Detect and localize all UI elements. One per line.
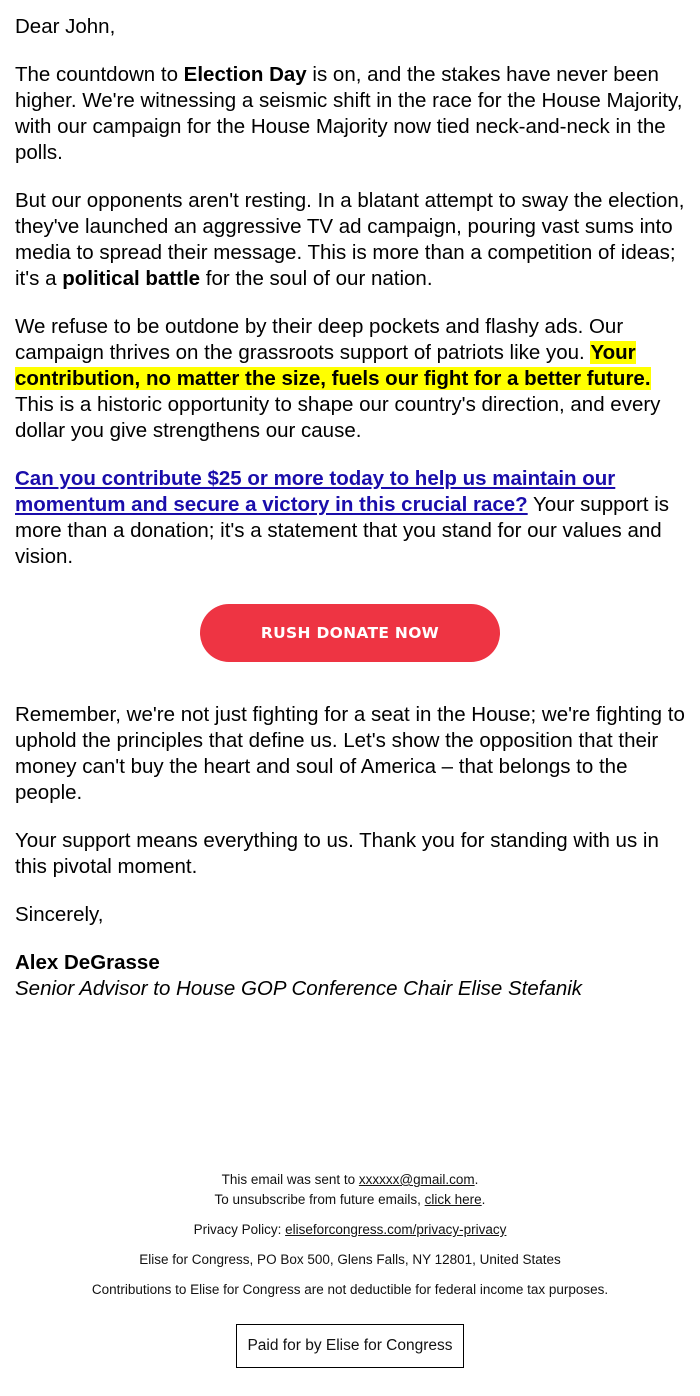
paid-for-box: Paid for by Elise for Congress xyxy=(236,1324,463,1368)
unsubscribe-link[interactable]: click here xyxy=(424,1192,482,1207)
cta-container xyxy=(15,592,685,702)
signature xyxy=(15,950,685,1002)
closing: Sincerely, xyxy=(15,903,104,926)
paragraph-text: The countdown to xyxy=(15,63,184,86)
footer-privacy xyxy=(0,1220,700,1240)
signature-name: Alex DeGrasse xyxy=(15,951,160,974)
paragraph-text: We refuse to be outdone by their deep pockets and flashy ads. Our campaign thrives on the grassroots support of patriots like you. xyxy=(15,315,624,364)
paragraph-text: is on, and the stakes have never been higher. We're witnessing a seismic shift in the race for the House Majority, with our campaign for the House Majority now tied neck-and-neck in the polls. xyxy=(15,63,683,164)
footer-recipient xyxy=(0,1170,700,1210)
footer-text: . xyxy=(481,1192,486,1207)
paragraph-text: This is a historic opportunity to shape our country's direction, and every dollar you give strengthens our cause. xyxy=(15,393,661,442)
email-footer xyxy=(0,1170,700,1368)
highlighted-contribution-text: Your contribution, no matter the size, fuels our fight for a better future. xyxy=(15,341,651,390)
emphasis-political-battle: political battle xyxy=(62,267,201,290)
paragraph-thanks: Your support means everything to us. Thank you for standing with us in this pivotal moment. xyxy=(15,829,659,878)
paragraph-text: Your support is more than a donation; it's a statement that you stand for our values and vision. xyxy=(15,493,670,568)
paragraph-ask xyxy=(15,466,685,570)
footer-disclaimer: Contributions to Elise for Congress are not deductible for federal income tax purposes. xyxy=(91,1282,609,1297)
signature-title: Senior Advisor to House GOP Conference Chair Elise Stefanik xyxy=(15,977,583,1000)
paragraph-countdown xyxy=(15,62,685,166)
greeting: Dear John, xyxy=(15,15,116,38)
footer-text: Privacy Policy: xyxy=(193,1222,286,1237)
contribute-link[interactable]: Can you contribute $25 or more today to help us maintain our momentum and secure a victory in this crucial race? xyxy=(15,467,616,516)
footer-address: Elise for Congress, PO Box 500, Glens Falls, NY 12801, United States xyxy=(139,1252,561,1267)
emphasis-election-day: Election Day xyxy=(183,63,307,86)
rush-donate-button[interactable]: RUSH DONATE NOW xyxy=(200,604,500,662)
paragraph-opponents xyxy=(15,188,685,292)
footer-text: . xyxy=(474,1172,479,1187)
paragraph-grassroots xyxy=(15,314,685,444)
footer-text: To unsubscribe from future emails, xyxy=(214,1192,425,1207)
paragraph-text: But our opponents aren't resting. In a blatant attempt to sway the election, they've launched an aggressive TV ad campaign, pouring vast sums into media to spread their message. This is more than a competition of ideas; it's a xyxy=(15,189,685,290)
paragraph-text: for the soul of our nation. xyxy=(200,267,433,290)
recipient-email-link[interactable]: xxxxxx@gmail.com xyxy=(358,1172,475,1187)
privacy-policy-link[interactable]: eliseforcongress.com/privacy-privacy xyxy=(285,1222,507,1237)
paragraph-remember: Remember, we're not just fighting for a seat in the House; we're fighting to uphold the principles that define us. Let's show the opposition that their money can't buy the heart and soul of America – that belongs to the people. xyxy=(15,703,685,804)
footer-text: This email was sent to xyxy=(221,1172,359,1187)
